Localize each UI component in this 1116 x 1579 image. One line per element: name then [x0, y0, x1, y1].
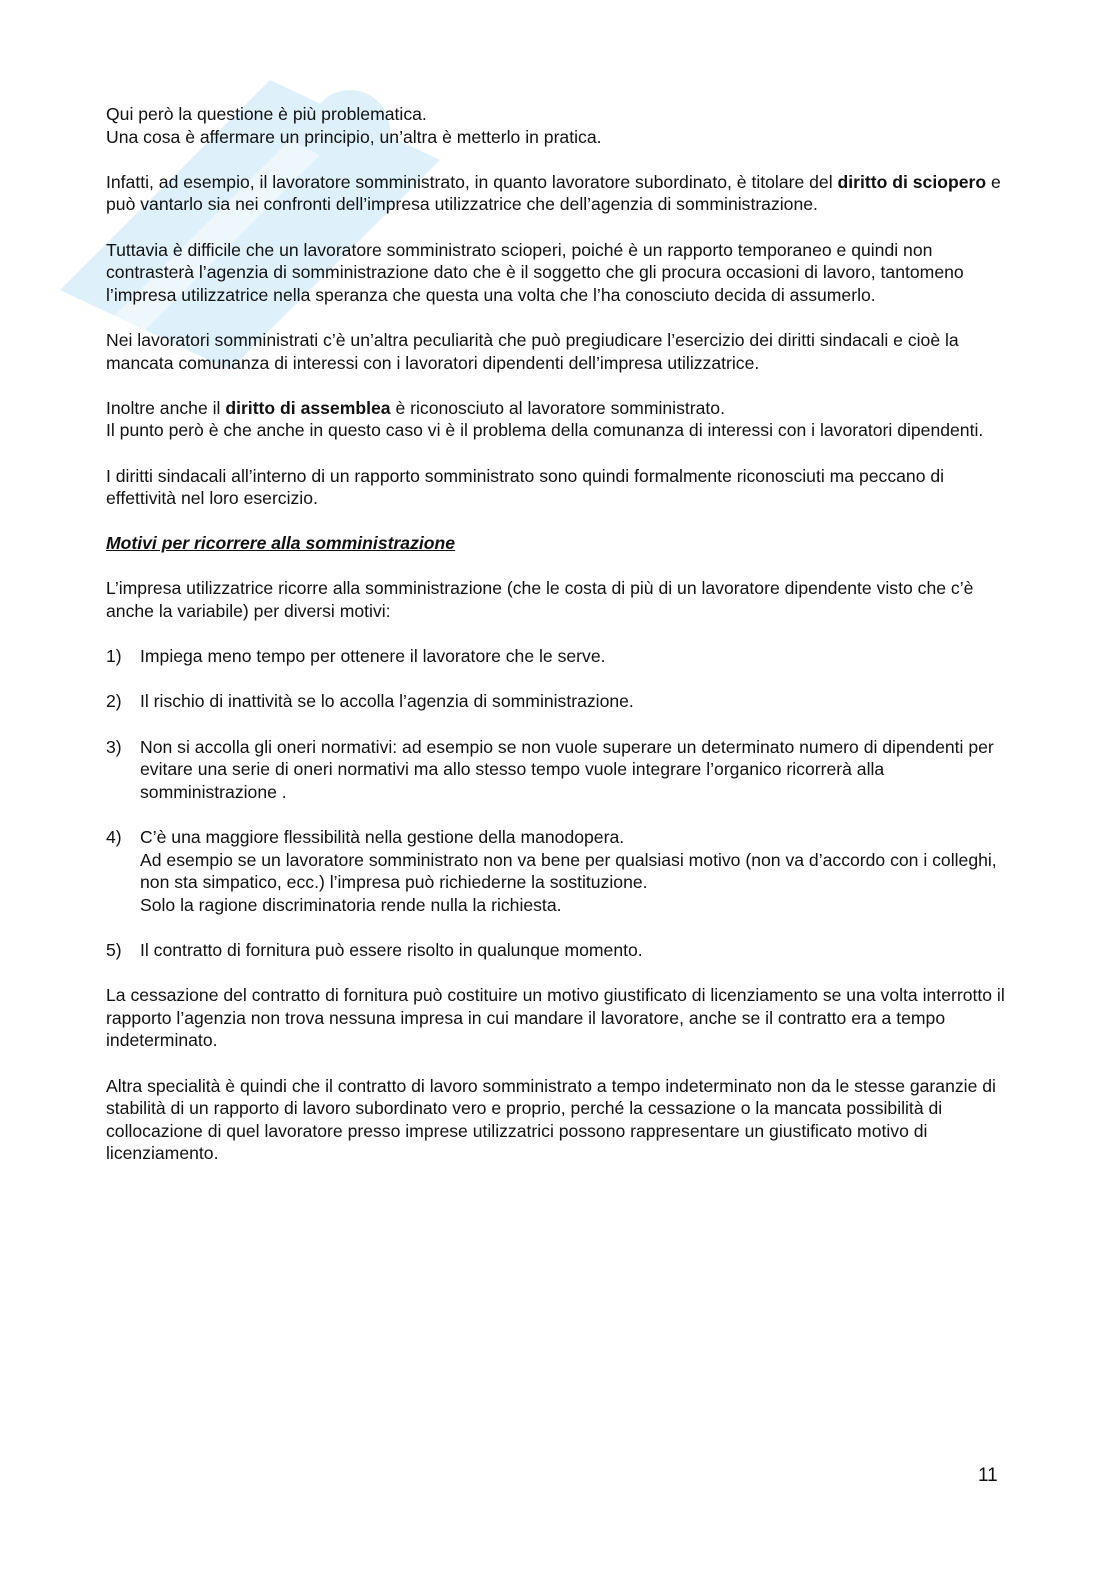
section-heading: Motivi per ricorrere alla somministrazione	[106, 533, 456, 554]
paragraph: I diritti sindacali all’interno di un rapporto somministrato sono quindi formalmente riconosciuti ma peccano di effettività nel loro esercizio.	[106, 465, 945, 509]
list-item	[106, 690, 1006, 713]
list-number: 1)	[106, 646, 122, 667]
document-body	[106, 103, 1006, 1188]
reasons-list	[106, 645, 1006, 961]
list-text: C’è una maggiore flessibilità nella gestione della manodopera.	[140, 827, 625, 847]
list-item	[106, 645, 1006, 668]
list-item	[106, 736, 1006, 804]
text-run: è riconosciuto al lavoratore somministrato.	[390, 397, 725, 418]
list-number: 2)	[106, 691, 122, 712]
text-run: Infatti, ad esempio, il lavoratore somministrato, in quanto lavoratore subordinato, è titolare del	[106, 171, 838, 192]
list-number: 3)	[106, 736, 122, 757]
paragraph: Il punto però è che anche in questo caso vi è il problema della comunanza di interessi con i lavoratori dipendenti.	[106, 420, 984, 441]
list-text: Non si accolla gli oneri normativi: ad esempio se non vuole superare un determinato numero di dipendenti per evitare una serie di oneri normativi ma allo stesso tempo vuole integrare l’organico ricorrerà alla somministrazione .	[140, 736, 994, 802]
paragraph	[106, 171, 1006, 216]
bold-term: diritto di sciopero	[837, 171, 987, 192]
paragraph	[106, 397, 1006, 420]
list-text: Il contratto di fornitura può essere risolto in qualunque momento.	[140, 939, 643, 960]
list-number: 4)	[106, 827, 122, 847]
list-item	[106, 826, 1006, 916]
paragraph: Nei lavoratori somministrati c’è un’altra peculiarità che può pregiudicare l’esercizio dei diritti sindacali e cioè la mancata comunanza di interessi con i lavoratori dipendenti dell’impresa utilizzatrice.	[106, 329, 959, 373]
paragraph: Altra specialità è quindi che il contratto di lavoro somministrato a tempo indeterminato non da le stesse garanzie di stabilità di un rapporto di lavoro subordinato vero e proprio, perché la cessazione o la mancata possibilità di collocazione di quel lavoratore presso imprese utilizzatrici possono rappresentare un giustificato motivo di licenziamento.	[106, 1075, 996, 1164]
list-number: 5)	[106, 939, 122, 960]
paragraph: Una cosa è affermare un principio, un’altra è metterlo in pratica.	[106, 126, 602, 147]
paragraph: L’impresa utilizzatrice ricorre alla somministrazione (che le costa di più di un lavoratore dipendente visto che c’è anche la variabile) per diversi motivi:	[106, 578, 974, 622]
list-subtext: Solo la ragione discriminatoria rende nulla la richiesta.	[140, 894, 562, 915]
page-number: 11	[978, 1465, 998, 1486]
paragraph: La cessazione del contratto di fornitura può costituire un motivo giustificato di licenziamento se una volta interrotto il rapporto l’agenzia non trova nessuna impresa in cui mandare il lavoratore, anche se il contratto era a tempo indeterminato.	[106, 985, 1005, 1051]
list-subtext: Ad esempio se un lavoratore somministrato non va bene per qualsiasi motivo (non va d’accordo con i colleghi, non sta simpatico, ecc.) l’impresa può richiederne la sostituzione.	[140, 849, 997, 893]
text-run: e può vantarlo sia nei confronti dell’impresa utilizzatrice che dell’agenzia di somministrazione.	[106, 171, 1001, 215]
list-text: Il rischio di inattività se lo accolla l’agenzia di somministrazione.	[140, 691, 634, 712]
bold-term: diritto di assemblea	[225, 397, 391, 418]
text-run: Inoltre anche il	[106, 397, 226, 418]
list-text: Impiega meno tempo per ottenere il lavoratore che le serve.	[140, 646, 606, 667]
paragraph: Qui però la questione è più problematica.	[106, 104, 427, 124]
paragraph: Tuttavia è difficile che un lavoratore somministrato scioperi, poiché è un rapporto temporaneo e quindi non contrasterà l’agenzia di somministrazione dato che è il soggetto che gli procura occasioni di lavoro, tantomeno l’impresa utilizzatrice nella speranza che questa una volta che l’ha conosciuto decida di assumerlo.	[106, 239, 964, 305]
list-item	[106, 939, 1006, 962]
